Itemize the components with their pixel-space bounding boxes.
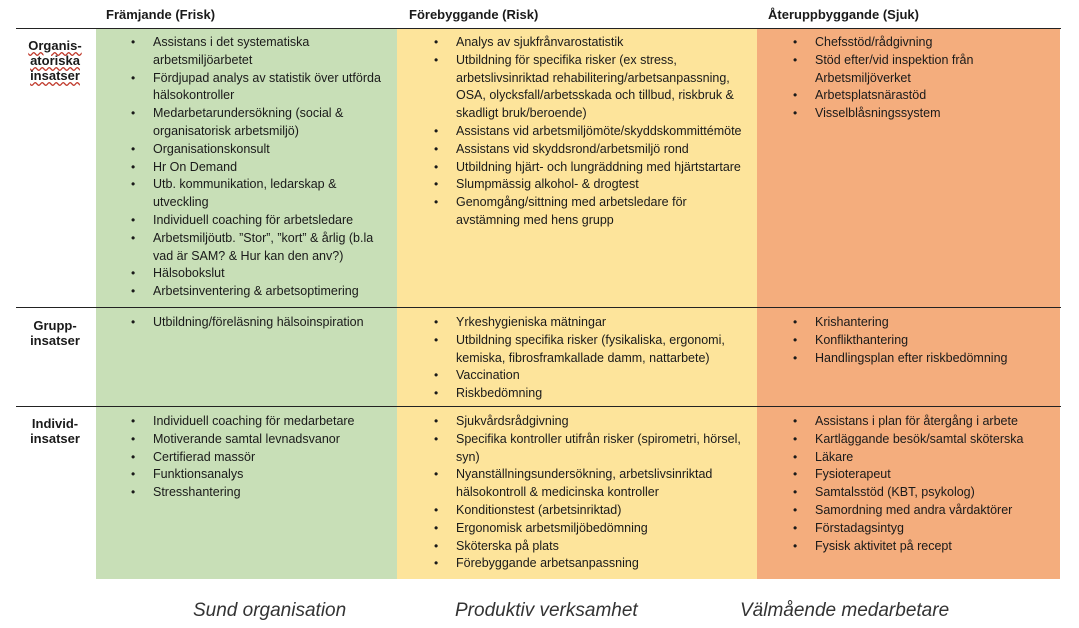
list-item: • Specifika kontroller utifrån risker (spirometri, hörsel, syn) xyxy=(456,431,746,467)
list-item: • Konflikthantering xyxy=(815,332,1055,350)
list-item: • Assistans vid skyddsrond/arbetsmiljö rond xyxy=(456,141,746,159)
footer-prevent: Produktiv verksamhet xyxy=(455,600,638,621)
list-item: • Krishantering xyxy=(815,314,1055,332)
list-item: • Utbildning specifika risker (fysikaliska, ergonomi, kemiska, fibrosframkallade damm, nattarbete) xyxy=(456,332,746,368)
list-item: • Samtalsstöd (KBT, psykolog) xyxy=(815,484,1055,502)
list-item: • Individuell coaching för arbetsledare xyxy=(153,212,389,230)
list-item: • Slumpmässig alkohol- & drogtest xyxy=(456,176,746,194)
list-item: • Utbildning hjärt- och lungräddning med hjärtstartare xyxy=(456,159,746,177)
list-item: • Organisationskonsult xyxy=(153,141,389,159)
list-item: • Individuell coaching för medarbetare xyxy=(153,413,389,431)
list-item: • Fysioterapeut xyxy=(815,466,1055,484)
list-item: • Förebyggande arbetsanpassning xyxy=(456,555,746,573)
list-item: • Visselblåsningssystem xyxy=(815,105,1055,123)
header-promote: Främjande (Frisk) xyxy=(106,7,216,22)
header-rebuild: Återuppbyggande (Sjuk) xyxy=(768,7,919,22)
list-item: • Genomgång/sittning med arbetsledare för avstämning med hens grupp xyxy=(456,194,746,230)
list-item: • Utbildning för specifika risker (ex stress, arbetslivsinriktad rehabilitering/arbetsanpassning, OSA, olycksfall/arbetsskada och tillbud, riskbruk & skadligt bruk/beroende) xyxy=(456,52,746,123)
list-item: • Hälsobokslut xyxy=(153,265,389,283)
list-item: • Yrkeshygieniska mätningar xyxy=(456,314,746,332)
list-item: • Förstadagsintyg xyxy=(815,520,1055,538)
list-item: • Assistans i plan för återgång i arbete xyxy=(815,413,1055,431)
list-item: • Vaccination xyxy=(456,367,746,385)
rowlabel-indiv: Individ- insatser xyxy=(30,416,80,446)
list-item: • Kartläggande besök/samtal sköterska xyxy=(815,431,1055,449)
list-item: • Medarbetarundersökning (social & organisatorisk arbetsmiljö) xyxy=(153,105,389,141)
list-item: • Ergonomisk arbetsmiljöbedömning xyxy=(456,520,746,538)
rowlabel-org-text: Organis- atoriska insatser xyxy=(28,38,82,83)
rowlabel-org xyxy=(16,38,94,83)
footer-promote: Sund organisation xyxy=(193,600,347,621)
list-item: • Chefsstöd/rådgivning xyxy=(815,34,1055,52)
list-item: • Nyanställningsundersökning, arbetslivsinriktad hälsokontroll & medicinska kontroller xyxy=(456,466,746,502)
list-indiv-prevent xyxy=(456,413,746,573)
list-org-promote xyxy=(153,34,389,301)
rule-top xyxy=(16,28,1061,29)
header-prevent: Förebyggande (Risk) xyxy=(409,7,539,22)
list-org-rebuild xyxy=(815,34,1055,123)
list-item: • Utbildning/föreläsning hälsoinspiration xyxy=(153,314,393,332)
list-group-promote xyxy=(153,314,393,332)
list-item: • Certifierad massör xyxy=(153,449,389,467)
list-item: • Arbetsmiljöutb. ”Stor”, ”kort” & årlig (b.la vad är SAM? & Hur kan den anv?) xyxy=(153,230,389,266)
list-item: • Riskbedömning xyxy=(456,385,746,403)
list-item: • Motiverande samtal levnadsvanor xyxy=(153,431,389,449)
list-item: • Handlingsplan efter riskbedömning xyxy=(815,350,1055,368)
list-group-rebuild xyxy=(815,314,1055,367)
rule-mid1 xyxy=(16,307,1061,308)
list-item: • Konditionstest (arbetsinriktad) xyxy=(456,502,746,520)
list-item: • Assistans vid arbetsmiljömöte/skyddskommittémöte xyxy=(456,123,746,141)
list-item: • Fördjupad analys av statistik över utförda hälsokontroller xyxy=(153,70,389,106)
list-group-prevent xyxy=(456,314,746,403)
list-item: • Funktionsanalys xyxy=(153,466,389,484)
list-item: • Arbetsinventering & arbetsoptimering xyxy=(153,283,389,301)
list-item: • Arbetsplatsnärastöd xyxy=(815,87,1055,105)
list-item: • Utb. kommunikation, ledarskap & utveckling xyxy=(153,176,389,212)
list-org-prevent xyxy=(456,34,746,230)
list-indiv-rebuild xyxy=(815,413,1055,555)
list-item: • Hr On Demand xyxy=(153,159,389,177)
list-indiv-promote xyxy=(153,413,389,502)
list-item: • Sköterska på plats xyxy=(456,538,746,556)
list-item: • Stöd efter/vid inspektion från Arbetsmiljöverket xyxy=(815,52,1055,88)
footer-rebuild: Välmående medarbetare xyxy=(740,600,950,621)
list-item: • Analys av sjukfrånvarostatistik xyxy=(456,34,746,52)
list-item: • Samordning med andra vårdaktörer xyxy=(815,502,1055,520)
list-item: • Läkare xyxy=(815,449,1055,467)
list-item: • Sjukvårdsrådgivning xyxy=(456,413,746,431)
list-item: • Assistans i det systematiska arbetsmiljöarbetet xyxy=(153,34,389,70)
rowlabel-group: Grupp- insatser xyxy=(30,318,80,348)
list-item: • Stresshantering xyxy=(153,484,389,502)
rule-mid2 xyxy=(16,406,1061,407)
list-item: • Fysisk aktivitet på recept xyxy=(815,538,1055,556)
